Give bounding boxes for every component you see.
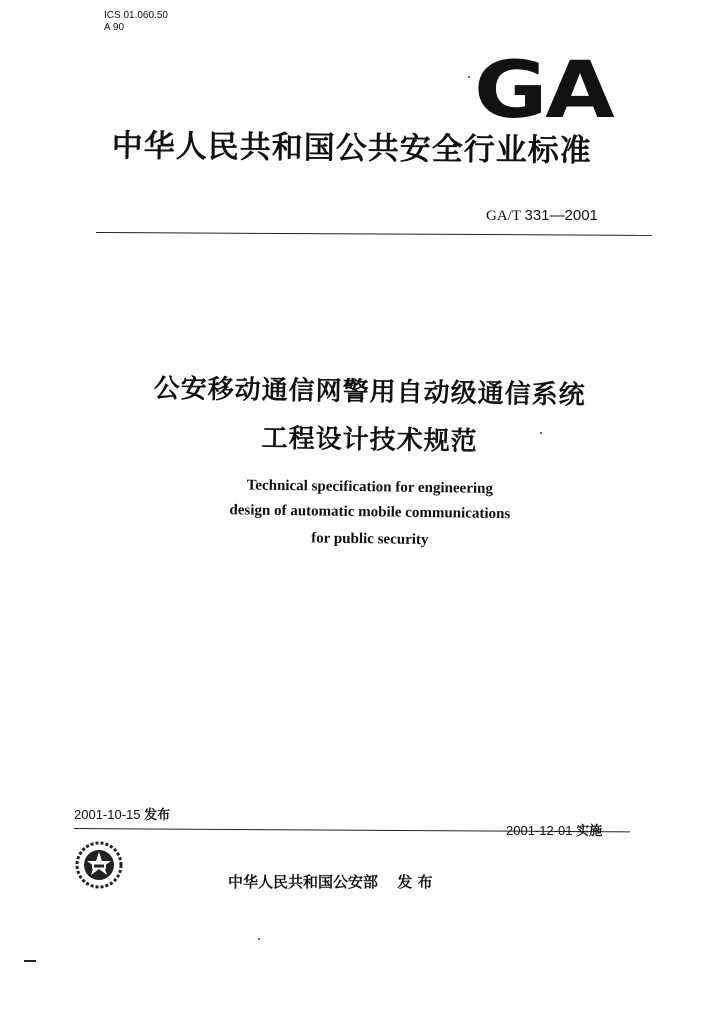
scan-speck [258,938,260,940]
ga-logo: GA [473,46,612,136]
issue-date [74,806,170,825]
publisher [228,872,432,892]
document-title-en-line1: Technical specification for engineering [246,477,494,497]
publisher-name: 中华人民共和国公安部 [228,873,379,891]
impl-date-label: 实施 [576,824,603,839]
header-divider [96,232,652,236]
impl-date-value: 2001-12-01 [506,823,573,838]
standard-number: 331—2001 [524,207,598,224]
issue-date-label: 发布 [144,808,171,823]
standard-code [486,206,598,226]
document-title-cn-line1: 公安移动通信网警用自动级通信系统 [153,373,586,411]
classification-codes [104,10,168,34]
publisher-action: 发 布 [397,873,433,891]
police-emblem-icon [72,840,126,890]
class-code: A 90 [104,22,125,33]
scan-speck [468,76,470,78]
ics-code: ICS 01.060.50 [104,10,168,21]
document-title-en-line3: for public security [311,530,429,549]
document-title-cn-line2: 工程设计技术规范 [261,423,478,457]
standard-category-title: 中华人民共和国公共安全行业标准 [111,127,592,170]
scan-mark [24,960,36,962]
standard-prefix: GA/T [486,208,521,224]
document-title-en-line2: design of automatic mobile communications [229,502,511,523]
issue-date-value: 2001-10-15 [74,807,141,822]
scan-speck [540,432,542,434]
implementation-date [506,822,602,841]
